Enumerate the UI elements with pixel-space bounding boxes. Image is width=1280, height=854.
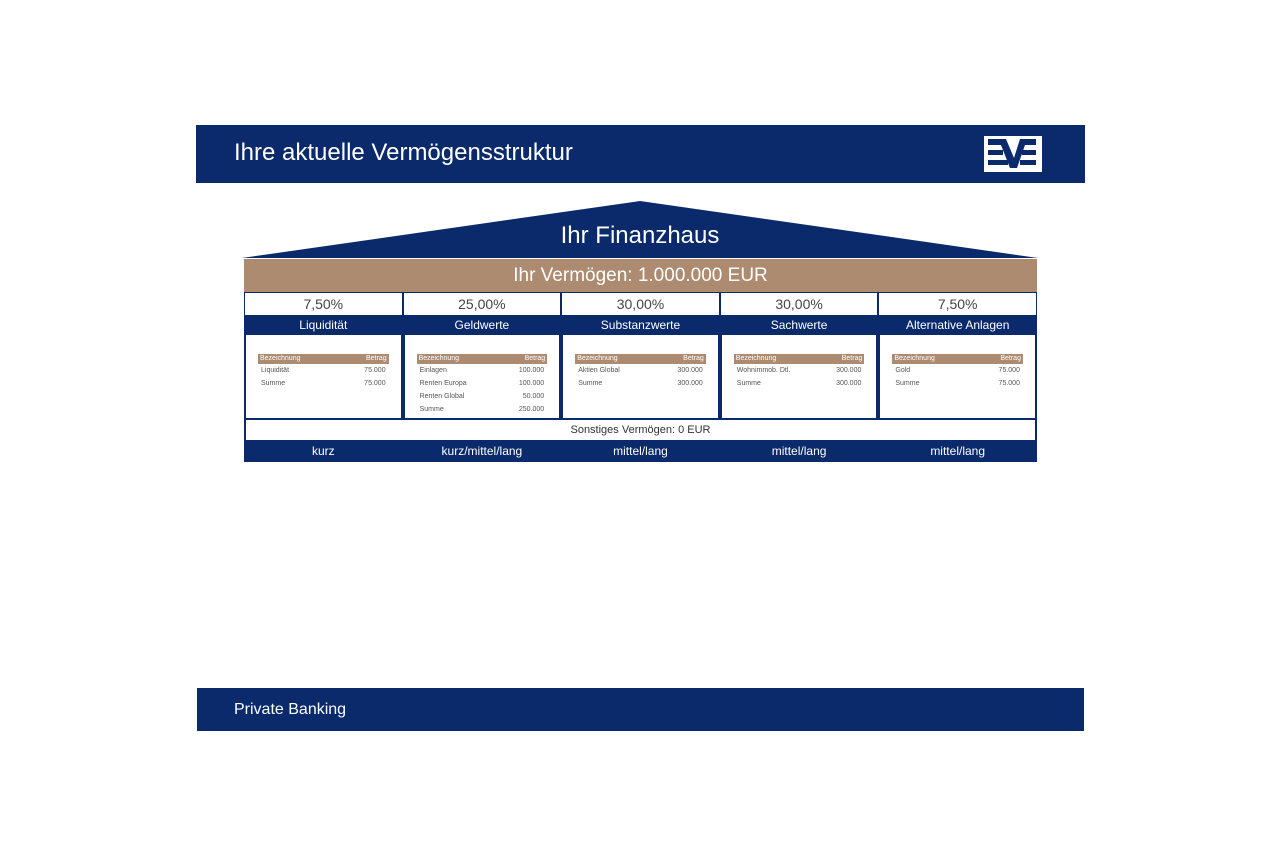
- row-amount: 300.000: [677, 380, 703, 387]
- table-row: [734, 364, 865, 377]
- holdings-row: [244, 335, 1037, 420]
- percent-cell: 25,00%: [404, 293, 561, 315]
- roof-title: Ihr Finanzhaus: [560, 222, 720, 249]
- column-header-amount: Betrag: [524, 355, 546, 362]
- table-row: [258, 377, 389, 390]
- table-header: [892, 354, 1023, 364]
- row-name: Renten Europa: [419, 380, 467, 387]
- row-amount: 75.000: [998, 367, 1020, 374]
- horizon-label: kurz/mittel/lang: [441, 444, 523, 458]
- category-label: Liquidität: [299, 318, 348, 332]
- column-header-name: Bezeichnung: [418, 355, 460, 362]
- percent-cell: 7,50%: [879, 293, 1036, 315]
- row-name: Summe: [261, 380, 286, 387]
- category-row: [244, 315, 1037, 335]
- row-name: Aktien Global: [578, 367, 620, 374]
- row-name: Wohnimmob. Dtl.: [736, 367, 791, 374]
- row-amount: 300.000: [677, 367, 703, 374]
- horizon-row: [244, 441, 1037, 462]
- column-header-name: Bezeichnung: [260, 355, 301, 362]
- row-amount: 75.000: [364, 367, 386, 374]
- category-label: Substanzwerte: [600, 318, 681, 332]
- row-name: Summe: [419, 406, 444, 413]
- table-row: [417, 390, 548, 403]
- category-label: Alternative Anlagen: [905, 318, 1010, 332]
- table-row: [417, 403, 548, 416]
- table-row: [575, 377, 706, 390]
- holdings-table: [575, 354, 706, 390]
- row-name: Renten Global: [419, 393, 465, 400]
- row-name: Liquidität: [261, 367, 290, 374]
- table-header: [734, 354, 865, 364]
- horizon-label: kurz: [311, 444, 335, 458]
- holdings-table: [734, 354, 865, 390]
- row-amount: 50.000: [522, 393, 545, 400]
- horizon-label: mittel/lang: [771, 444, 827, 458]
- other-wealth-row: Sonstiges Vermögen: 0 EUR: [246, 420, 1035, 440]
- page-title: Ihre aktuelle Vermögensstruktur: [234, 139, 573, 166]
- table-header: [575, 354, 706, 364]
- column-header-name: Bezeichnung: [735, 355, 777, 362]
- total-wealth-bar: Ihr Vermögen: 1.000.000 EUR: [244, 259, 1037, 292]
- table-header: [417, 354, 548, 364]
- holdings-box: [405, 335, 560, 418]
- percent-cell: 30,00%: [721, 293, 878, 315]
- holdings-box: [246, 335, 401, 418]
- footer-title: Private Banking: [234, 701, 347, 718]
- row-name: Gold: [895, 367, 911, 374]
- column-header-amount: Betrag: [841, 355, 863, 362]
- row-amount: 100.000: [518, 380, 545, 387]
- percent-cell: 7,50%: [245, 293, 402, 315]
- holdings-box: [880, 335, 1035, 418]
- holdings-table: [258, 354, 389, 390]
- row-amount: 100.000: [518, 367, 545, 374]
- table-row: [417, 364, 548, 377]
- row-name: Einlagen: [419, 367, 447, 374]
- row-amount: 250.000: [518, 406, 545, 413]
- finance-house: [244, 259, 1037, 462]
- percent-cell: 30,00%: [562, 293, 719, 315]
- row-name: Summe: [578, 380, 603, 387]
- row-name: Summe: [895, 380, 920, 387]
- column-header-amount: Betrag: [683, 355, 704, 362]
- table-row: [734, 377, 865, 390]
- table-row: [417, 377, 548, 390]
- horizon-label: mittel/lang: [613, 444, 668, 458]
- table-row: [258, 364, 389, 377]
- table-row: [892, 377, 1023, 390]
- row-name: Summe: [736, 380, 761, 387]
- row-amount: 300.000: [836, 380, 862, 387]
- percent-row: [244, 292, 1037, 315]
- holdings-box: [722, 335, 877, 418]
- column-header-amount: Betrag: [1000, 355, 1021, 362]
- horizon-label: mittel/lang: [930, 444, 986, 458]
- row-amount: 75.000: [364, 380, 386, 387]
- holdings-table: [417, 354, 548, 416]
- category-label: Sachwerte: [770, 318, 828, 332]
- table-header: [258, 354, 389, 364]
- row-amount: 300.000: [836, 367, 862, 374]
- column-header-name: Bezeichnung: [577, 355, 618, 362]
- footer-bar: [197, 688, 1084, 731]
- table-row: [892, 364, 1023, 377]
- column-header-amount: Betrag: [365, 355, 387, 362]
- volksbank-logo-icon: [984, 136, 1042, 172]
- holdings-table: [892, 354, 1023, 390]
- holdings-box: [563, 335, 718, 418]
- row-amount: 75.000: [998, 380, 1020, 387]
- header-bar: [196, 125, 1085, 183]
- category-label: Geldwerte: [454, 318, 510, 332]
- table-row: [575, 364, 706, 377]
- column-header-name: Bezeichnung: [894, 355, 935, 362]
